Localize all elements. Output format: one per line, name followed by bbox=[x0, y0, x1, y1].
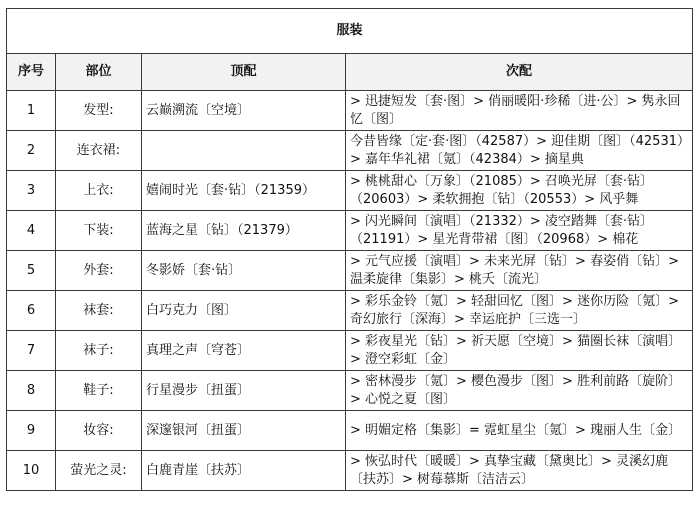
clothing-table bbox=[6, 8, 693, 491]
row-top-item: 真理之声〔穹苍〕 bbox=[142, 331, 346, 371]
row-index: 2 bbox=[7, 131, 56, 171]
table-row bbox=[7, 131, 693, 171]
row-alt-items: > 彩乐金铃〔氪〕> 轻甜回忆〔图〕> 迷你历险〔氪〕> 奇幻旅行〔深海〕> 幸运庇护〔三选一〕 bbox=[346, 291, 693, 331]
table-header-row bbox=[7, 54, 693, 91]
row-index: 1 bbox=[7, 91, 56, 131]
table-row bbox=[7, 451, 693, 491]
row-alt-items: > 桃桃甜心〔万象〕（21085）> 召唤光屏〔套·钻〕（20603）> 柔软拥抱〔钻〕（20553）> 风乎舞 bbox=[346, 171, 693, 211]
table-row bbox=[7, 91, 693, 131]
row-index: 3 bbox=[7, 171, 56, 211]
row-part: 外套: bbox=[56, 251, 142, 291]
row-index: 5 bbox=[7, 251, 56, 291]
table-row bbox=[7, 251, 693, 291]
row-top-item: 冬影娇〔套·钻〕 bbox=[142, 251, 346, 291]
row-part: 鞋子: bbox=[56, 371, 142, 411]
table-title-row bbox=[7, 9, 693, 54]
row-top-item: 行星漫步〔扭蛋〕 bbox=[142, 371, 346, 411]
row-top-item: 蓝海之星〔钻〕（21379） bbox=[142, 211, 346, 251]
row-part: 袜子: bbox=[56, 331, 142, 371]
row-index: 4 bbox=[7, 211, 56, 251]
table-row bbox=[7, 171, 693, 211]
row-top-item: 嬉闹时光〔套·钻〕（21359） bbox=[142, 171, 346, 211]
row-top-item: 白鹿青崖〔扶苏〕 bbox=[142, 451, 346, 491]
row-top-item: 深邃银河〔扭蛋〕 bbox=[142, 411, 346, 451]
row-index: 7 bbox=[7, 331, 56, 371]
row-alt-items: > 迅捷短发〔套·图〕> 俏丽暖阳·珍稀〔进·公〕> 隽永回忆〔图〕 bbox=[346, 91, 693, 131]
row-alt-items: > 闪光瞬间〔演唱〕（21332）> 凌空踏舞〔套·钻〕（21191）> 星光背带裙〔图〕（20968）> 棉花 bbox=[346, 211, 693, 251]
row-index: 10 bbox=[7, 451, 56, 491]
row-alt-items: > 密林漫步〔氪〕> 樱色漫步〔图〕> 胜利前路〔旋阶〕> 心悦之夏〔图〕 bbox=[346, 371, 693, 411]
row-top-item: 云巅溯流〔空境〕 bbox=[142, 91, 346, 131]
table-row bbox=[7, 291, 693, 331]
header-part: 部位 bbox=[56, 54, 142, 91]
row-part: 萤光之灵: bbox=[56, 451, 142, 491]
row-part: 发型: bbox=[56, 91, 142, 131]
table-row bbox=[7, 211, 693, 251]
row-part: 袜套: bbox=[56, 291, 142, 331]
row-top-item bbox=[142, 131, 346, 171]
header-index: 序号 bbox=[7, 54, 56, 91]
row-index: 6 bbox=[7, 291, 56, 331]
row-part: 上衣: bbox=[56, 171, 142, 211]
row-alt-items: > 明媚定格〔集影〕= 霓虹星尘〔氪〕> 瑰丽人生〔金〕 bbox=[346, 411, 693, 451]
table-row bbox=[7, 371, 693, 411]
header-top: 顶配 bbox=[142, 54, 346, 91]
table-title: 服装 bbox=[7, 9, 693, 54]
row-alt-items: > 元气应援〔演唱〕> 未来光屏〔钻〕> 春姿俏〔钻〕> 温柔旋律〔集影〕> 桃夭〔流光〕 bbox=[346, 251, 693, 291]
row-index: 8 bbox=[7, 371, 56, 411]
row-index: 9 bbox=[7, 411, 56, 451]
table-row bbox=[7, 331, 693, 371]
row-part: 连衣裙: bbox=[56, 131, 142, 171]
row-top-item: 白巧克力〔图〕 bbox=[142, 291, 346, 331]
row-part: 下装: bbox=[56, 211, 142, 251]
row-alt-items: > 彩夜星光〔钻〕> 祈天愿〔空境〕> 猫圈长袜〔演唱〕> 澄空彩虹〔金〕 bbox=[346, 331, 693, 371]
row-alt-items: > 恢弘时代〔暖暖〕> 真挚宝藏〔黛奥比〕> 灵溪幻鹿〔扶苏〕> 树莓慕斯〔洁洁云〕 bbox=[346, 451, 693, 491]
header-alt: 次配 bbox=[346, 54, 693, 91]
table-row bbox=[7, 411, 693, 451]
row-part: 妆容: bbox=[56, 411, 142, 451]
row-alt-items: 今昔皆缘〔定·套·图〕（42587）> 迎佳期〔图〕（42531）> 嘉年华礼裙〔氪〕（42384）> 摘星典 bbox=[346, 131, 693, 171]
